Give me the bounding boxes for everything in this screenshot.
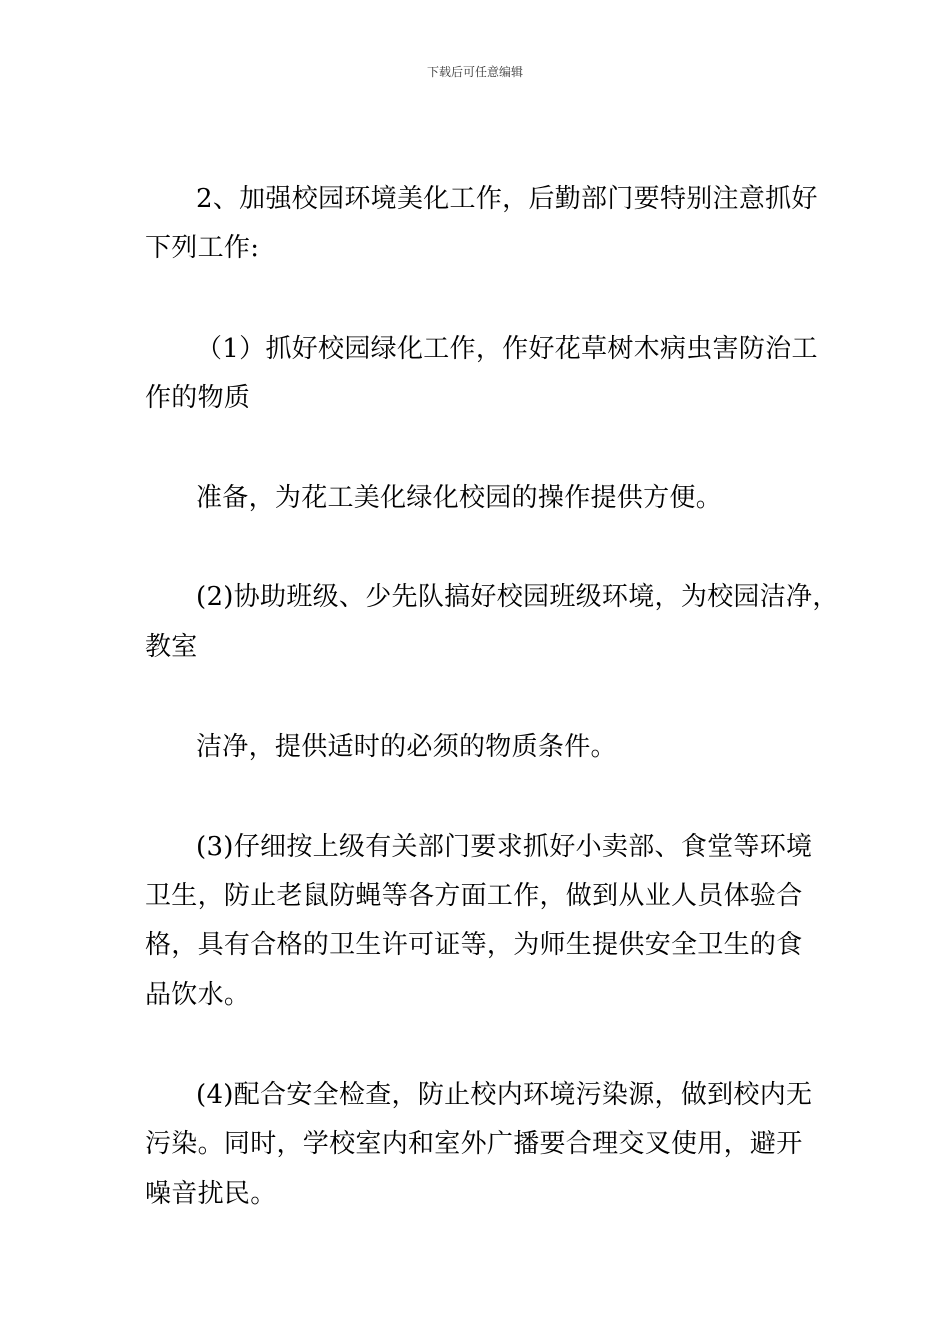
paragraph-2-line-2: 作的物质 [145, 383, 251, 413]
paragraph-6-line-3: 格，具有合格的卫生许可证等，为师生提供安全卫生的食 [145, 930, 803, 960]
paragraph-1-line-1: 2、加强校园环境美化工作，后勤部门要特别注意抓好 [196, 184, 818, 214]
paragraph-4-line-1: (2)协助班级、少先队搞好校园班级环境，为校园洁净， [196, 582, 839, 612]
paragraph-7-line-3: 噪音扰民。 [145, 1179, 277, 1209]
paragraph-6-line-1: (3)仔细按上级有关部门要求抓好小卖部、食堂等环境 [196, 832, 813, 862]
paragraph-7-line-1: (4)配合安全检查，防止校内环境污染源，做到校内无 [196, 1080, 813, 1110]
paragraph-5-line-1: 洁净，提供适时的必须的物质条件。 [196, 732, 617, 762]
paragraph-1-line-2: 下列工作: [145, 233, 260, 263]
paragraph-6-line-4: 品饮水。 [145, 980, 251, 1010]
paragraph-7-line-2: 污染。同时，学校室内和室外广播要合理交叉使用，避开 [145, 1129, 803, 1159]
paragraph-3-line-1: 准备，为花工美化绿化校园的操作提供方便。 [196, 483, 723, 513]
paragraph-6-line-2: 卫生，防止老鼠防蝇等各方面工作，做到从业人员体验合 [145, 881, 803, 911]
paragraph-4-line-2: 教室 [145, 632, 198, 662]
paragraph-2-line-1: （1）抓好校园绿化工作，作好花草树木病虫害防治工 [196, 334, 818, 364]
page-header-note: 下载后可任意编辑 [426, 65, 523, 79]
